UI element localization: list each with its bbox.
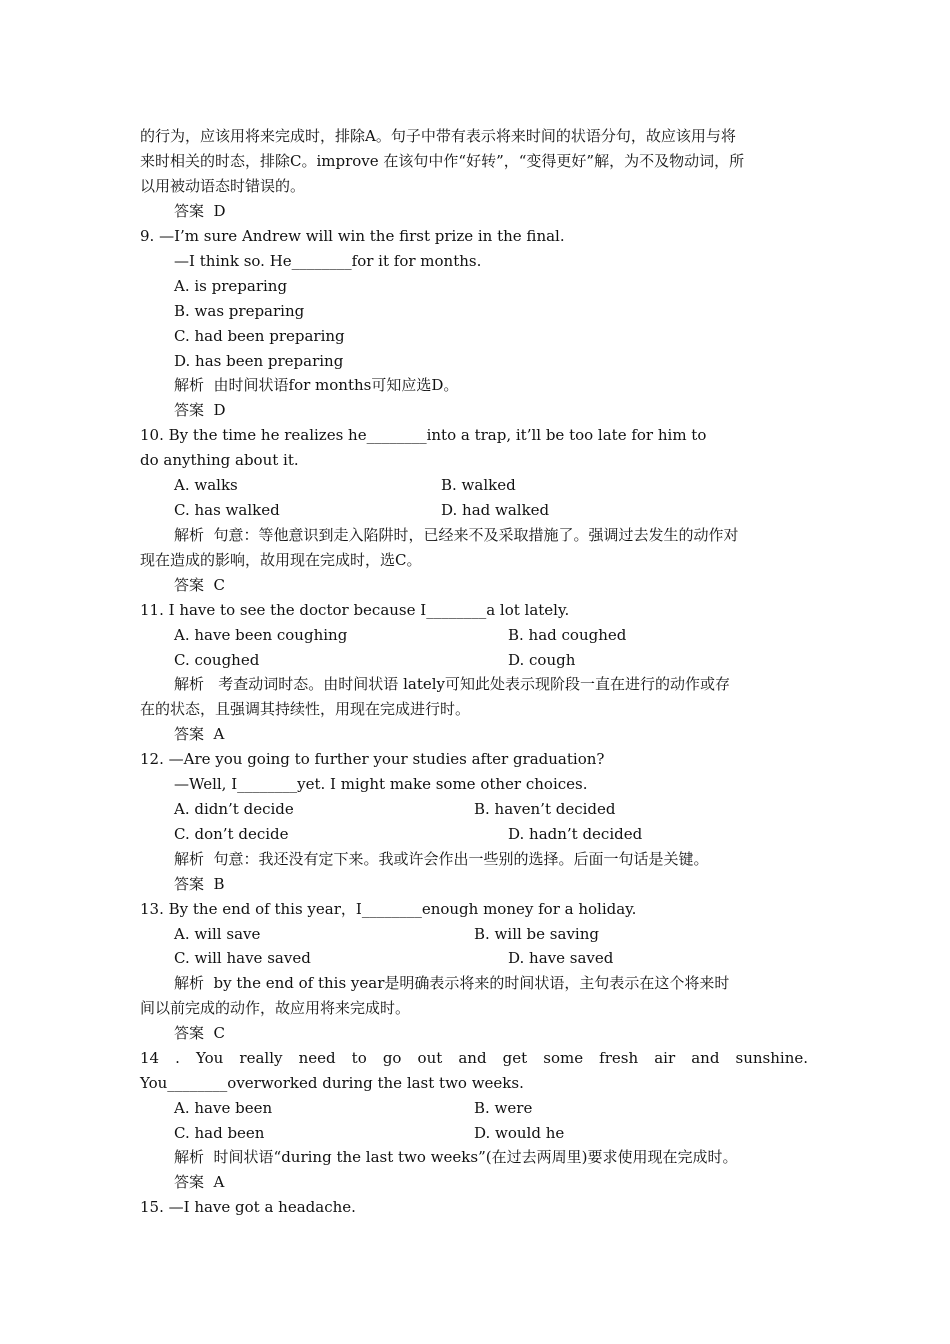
option-d: D. have saved <box>508 949 614 967</box>
question-14: 14 . You really need to go out and get some fresh air and sunshine. <box>140 1049 808 1067</box>
option-b: B. was preparing <box>174 302 305 320</box>
option-a: A. will save <box>174 925 261 943</box>
question-15: 15. —I have got a headache. <box>140 1198 356 1216</box>
answer-line: 答案 C <box>174 576 226 594</box>
question-10: 10. By the time he realizes he________into a trap, it’ll be too late for him to <box>140 426 707 444</box>
option-b: B. will be saving <box>474 925 599 943</box>
option-d: D. has been preparing <box>174 352 344 370</box>
option-d: D. hadn’t decided <box>508 825 643 843</box>
answer-line: 答案 A <box>174 1173 225 1191</box>
option-d: D. would he <box>474 1124 565 1142</box>
explanation-line: 解析 考查动词时态。由时间状语 lately可知此处表示现阶段一直在进行的动作或存 <box>174 675 730 693</box>
option-c: C. don’t decide <box>174 825 289 843</box>
explanation-line: 解析 句意：我还没有定下来。我或许会作出一些别的选择。后面一句话是关键。 <box>174 850 709 868</box>
option-c: C. will have saved <box>174 949 311 967</box>
question-12: 12. —Are you going to further your studies after graduation? <box>140 750 605 768</box>
option-b: B. walked <box>441 476 516 494</box>
question-12-line-2: —Well, I________yet. I might make some other choices. <box>174 775 588 793</box>
explanation-line: 解析 by the end of this year是明确表示将来的时间状语，主句表示在这个将来时 <box>174 974 730 992</box>
question-9-line-2: —I think so. He________for it for months. <box>174 252 482 270</box>
text-line: 以用被动语态时错误的。 <box>140 177 306 195</box>
question-14-line-2: You________overworked during the last two weeks. <box>140 1074 524 1092</box>
option-c: C. had been <box>174 1124 265 1142</box>
option-a: A. didn’t decide <box>174 800 294 818</box>
option-d: D. cough <box>508 651 576 669</box>
option-a: A. is preparing <box>174 277 288 295</box>
text-line: 来时相关的时态，排除C。improve 在该句中作“好转”，“变得更好”解，为不及物动词，所 <box>140 152 745 170</box>
option-b: B. were <box>474 1099 533 1117</box>
explanation-line: 解析 句意：等他意识到走入陷阱时，已经来不及采取措施了。强调过去发生的动作对 <box>174 526 739 544</box>
option-c: C. has walked <box>174 501 280 519</box>
option-c: C. had been preparing <box>174 327 345 345</box>
option-a: A. have been coughing <box>174 626 348 644</box>
question-11: 11. I have to see the doctor because I________a lot lately. <box>140 601 570 619</box>
answer-line: 答案 A <box>174 725 225 743</box>
question-10-line-2: do anything about it. <box>140 451 299 469</box>
answer-line: 答案 D <box>174 401 226 419</box>
explanation-line: 现在造成的影响，故用现在完成时，选C。 <box>140 551 422 569</box>
explanation-line: 在的状态，且强调其持续性，用现在完成进行时。 <box>140 700 471 718</box>
option-d: D. had walked <box>441 501 550 519</box>
answer-line: 答案 D <box>174 202 226 220</box>
explanation-line: 间以前完成的动作，故应用将来完成时。 <box>140 999 411 1017</box>
answer-line: 答案 C <box>174 1024 226 1042</box>
text-line: 的行为，应该用将来完成时，排除A。句子中带有表示将来时间的状语分句，故应该用与将 <box>140 127 736 145</box>
option-c: C. coughed <box>174 651 260 669</box>
option-a: A. have been <box>174 1099 273 1117</box>
answer-line: 答案 B <box>174 875 225 893</box>
explanation-line: 解析 时间状语“during the last two weeks”(在过去两周里)要求使用现在完成时。 <box>174 1148 738 1166</box>
question-9: 9. —I’m sure Andrew will win the first prize in the final. <box>140 227 565 245</box>
option-b: B. haven’t decided <box>474 800 616 818</box>
option-b: B. had coughed <box>508 626 627 644</box>
option-a: A. walks <box>174 476 238 494</box>
question-13: 13. By the end of this year，I________enough money for a holiday. <box>140 900 637 918</box>
explanation-line: 解析 由时间状语for months可知应选D。 <box>174 376 459 394</box>
